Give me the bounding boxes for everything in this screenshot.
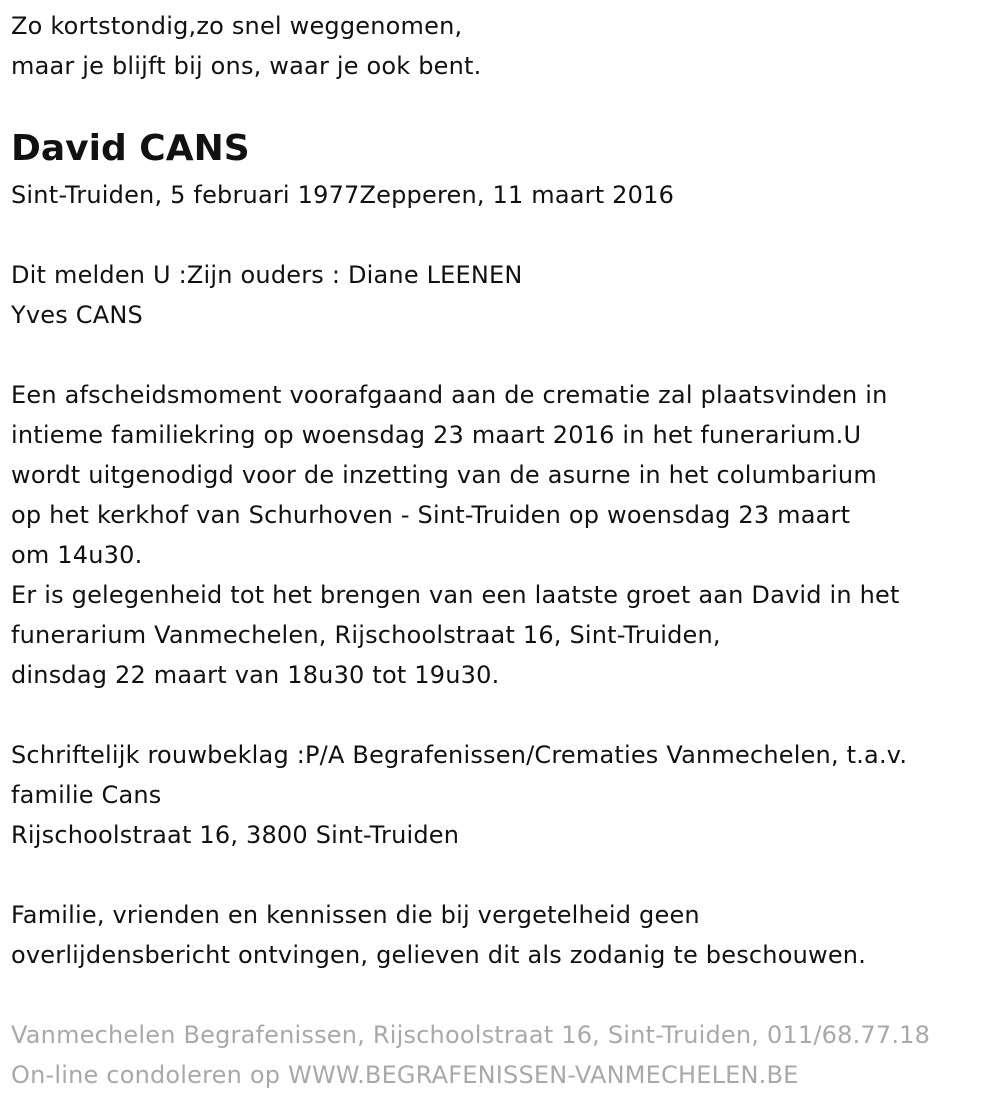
footer-website: On-line condoleren op WWW.BEGRAFENISSEN-VANMECHELEN.BE <box>11 1061 799 1089</box>
condolence-line: Schriftelijk rouwbeklag :P/A Begrafenissen/Crematies Vanmechelen, t.a.v. <box>11 741 908 769</box>
footer-contact: Vanmechelen Begrafenissen, Rijschoolstraat 16, Sint-Truiden, 011/68.77.18 <box>11 1021 931 1049</box>
ceremony-line: Een afscheidsmoment voorafgaand aan de crematie zal plaatsvinden in <box>11 381 888 409</box>
birth-death-dates: Sint-Truiden, 5 februari 1977Zepperen, 11 maart 2016 <box>11 181 675 209</box>
notice-line: Familie, vrienden en kennissen die bij vergetelheid geen <box>11 901 700 929</box>
verse-line: maar je blijft bij ons, waar je ook bent. <box>11 52 482 80</box>
announcement-line: Dit melden U :Zijn ouders : Diane LEENEN <box>11 261 523 289</box>
announcement <box>11 255 996 335</box>
verse-line: Zo kortstondig,zo snel weggenomen, <box>11 12 463 40</box>
ceremony-line: funerarium Vanmechelen, Rijschoolstraat 16, Sint-Truiden, <box>11 621 721 649</box>
ceremony-details <box>11 375 996 695</box>
ceremony-line: dinsdag 22 maart van 18u30 tot 19u30. <box>11 661 500 689</box>
notice <box>11 895 996 975</box>
ceremony-line: Er is gelegenheid tot het brengen van een laatste groet aan David in het <box>11 581 900 609</box>
condolence-line: familie Cans <box>11 781 162 809</box>
ceremony-line: intieme familiekring op woensdag 23 maart 2016 in het funerarium.U <box>11 421 862 449</box>
notice-line: overlijdensbericht ontvingen, gelieven dit als zodanig te beschouwen. <box>11 941 867 969</box>
ceremony-line: op het kerkhof van Schurhoven - Sint-Truiden op woensdag 23 maart <box>11 501 851 529</box>
obituary-document <box>11 6 996 1095</box>
deceased-name: David CANS <box>11 128 250 169</box>
ceremony-line: om 14u30. <box>11 541 143 569</box>
ceremony-line: wordt uitgenodigd voor de inzetting van de asurne in het columbarium <box>11 461 877 489</box>
announcement-line: Yves CANS <box>11 301 143 329</box>
condolence-line: Rijschoolstraat 16, 3800 Sint-Truiden <box>11 821 460 849</box>
condolence-address <box>11 735 996 855</box>
footer <box>11 1015 996 1095</box>
verse <box>11 6 996 86</box>
